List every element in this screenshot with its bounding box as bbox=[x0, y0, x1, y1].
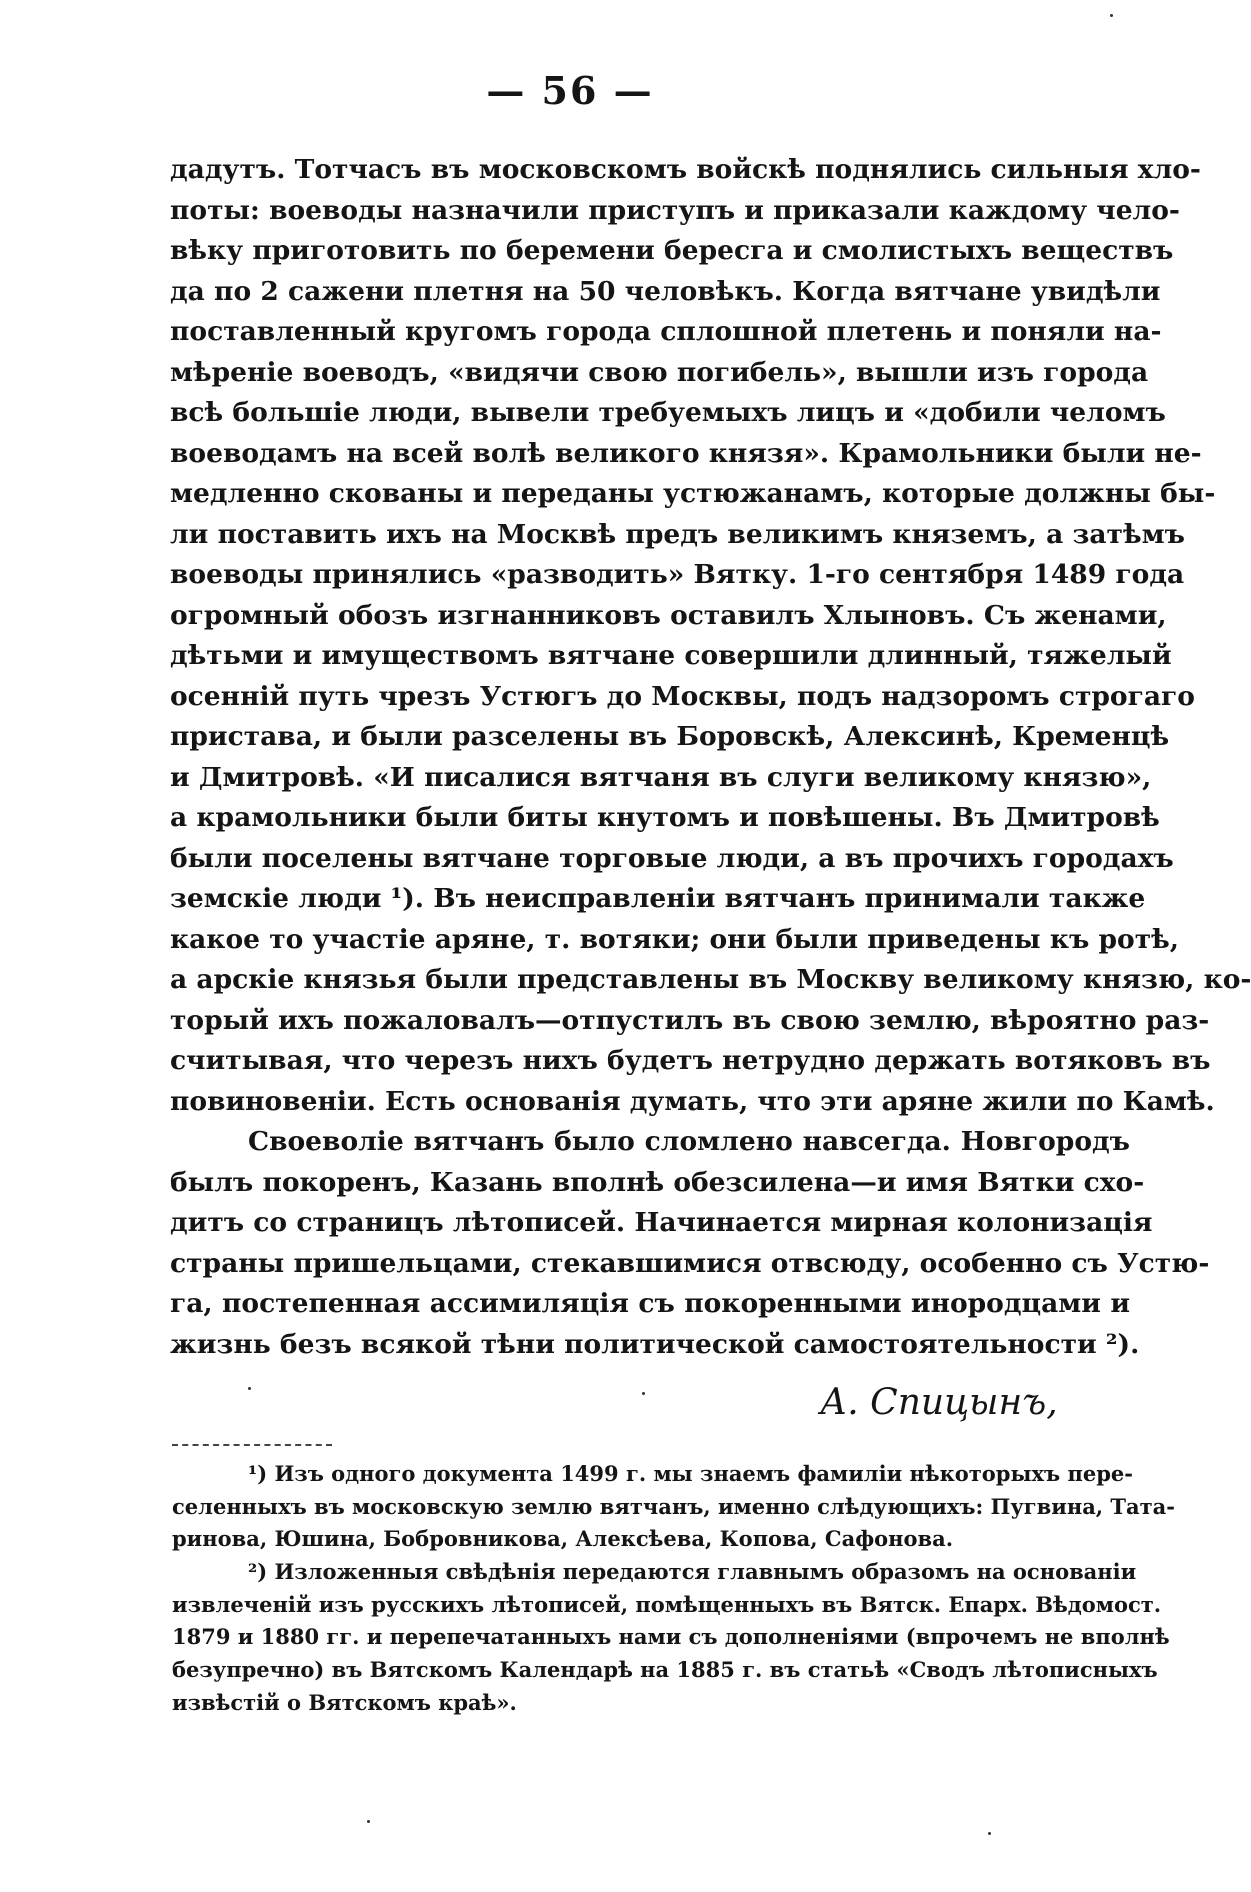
footnote-line: селенныхъ въ московскую землю вятчанъ, именно слѣдующихъ: Пугвина, Тата- bbox=[172, 1493, 1175, 1519]
text-line: и Дмитровѣ. «И писалися вятчаня въ слуги великому князю», bbox=[170, 761, 1152, 793]
footnote-line: ²) Изложенныя свѣдѣнія передаются главнымъ образомъ на основаніи bbox=[248, 1559, 1137, 1585]
text-line: поставленный кругомъ города сплошной плетень и поняли на- bbox=[170, 316, 1162, 347]
footnote-line: извлеченій изъ русскихъ лѣтописей, помѣщенныхъ въ Вятск. Епарх. Вѣдомост. bbox=[172, 1591, 1162, 1617]
footnote-line: 1879 и 1880 гг. и перепечатанныхъ нами съ дополненіями (впрочемъ не вполнѣ bbox=[172, 1624, 1170, 1650]
footnotes-block bbox=[172, 1458, 1175, 1720]
print-speck bbox=[367, 1820, 370, 1823]
text-line: дѣтьми и имуществомъ вятчане совершили длинный, тяжелый bbox=[170, 640, 1172, 671]
footnote-line: ¹) Изъ одного документа 1499 г. мы знаемъ фамиліи нѣкоторыхъ пере- bbox=[248, 1461, 1133, 1486]
text-line: ли поставить ихъ на Москвѣ предъ великимъ княземъ, а затѣмъ bbox=[170, 518, 1185, 550]
footnote-line: извѣстій о Вятскомъ краѣ». bbox=[172, 1689, 517, 1715]
text-line: а арскіе князья были представлены въ Москву великому князю, ко- bbox=[170, 964, 1251, 995]
text-line: были поселены вятчане торговые люди, а въ прочихъ городахъ bbox=[170, 842, 1174, 874]
text-line: мѣреніе воеводъ, «видячи свою погибель», вышли изъ города bbox=[170, 356, 1149, 388]
author-signature: А. Спицынъ, bbox=[820, 1382, 1058, 1423]
text-line: дитъ со страницъ лѣтописей. Начинается мирная колонизація bbox=[170, 1207, 1153, 1238]
text-line: былъ покоренъ, Казань вполнѣ обезсилена—и имя Вятки схо- bbox=[170, 1166, 1145, 1198]
text-line: дадутъ. Тотчасъ въ московскомъ войскѣ поднялись сильныя хло- bbox=[170, 154, 1201, 185]
text-line: воеводамъ на всей волѣ великого князя». Крамольники были не- bbox=[170, 437, 1202, 469]
print-speck bbox=[642, 1392, 645, 1395]
text-line: жизнь безъ всякой тѣни политической самостоятельности ²). bbox=[170, 1328, 1140, 1360]
print-speck bbox=[988, 1832, 991, 1835]
text-line: считывая, что черезъ нихъ будетъ нетрудно держать вотяковъ въ bbox=[170, 1045, 1211, 1076]
text-line: всѣ большіе люди, вывели требуемыхъ лицъ и «добили челомъ bbox=[170, 397, 1166, 428]
footnote-line: безупречно) въ Вятскомъ Календарѣ на 1885 г. въ статьѣ «Сводъ лѣтописныхъ bbox=[172, 1657, 1158, 1683]
print-speck bbox=[1110, 14, 1113, 17]
print-speck bbox=[248, 1387, 251, 1390]
text-line: повиновеніи. Есть основанія думать, что эти аряне жили по Камѣ. bbox=[170, 1085, 1215, 1117]
paragraph-start-line: Своеволіе вятчанъ было сломлено навсегда. Новгородъ bbox=[248, 1126, 1130, 1157]
footnote-line: ринова, Юшина, Бобровникова, Алексѣева, Копова, Сафонова. bbox=[172, 1526, 954, 1552]
text-line: а крамольники были биты кнутомъ и повѣшены. Въ Дмитровѣ bbox=[170, 802, 1160, 833]
text-line: какое то участіе аряне, т. вотяки; они были приведены къ ротѣ, bbox=[170, 923, 1180, 955]
text-line: торый ихъ пожаловалъ—отпустилъ въ свою землю, вѣроятно раз- bbox=[170, 1004, 1210, 1036]
footnote-separator bbox=[172, 1444, 332, 1446]
text-line: га, постепенная ассимиляція съ покоренными инородцами и bbox=[170, 1288, 1130, 1319]
page-number: — 56 — bbox=[486, 68, 654, 113]
text-line: пристава, и были разселены въ Боровскѣ, Алексинѣ, Кременцѣ bbox=[170, 721, 1170, 752]
text-line: страны пришельцами, стекавшимися отвсюду, особенно съ Устю- bbox=[170, 1247, 1210, 1279]
text-line: огромный обозъ изгнанниковъ оставилъ Хлыновъ. Съ женами, bbox=[170, 599, 1167, 631]
main-text-block bbox=[170, 150, 1251, 1365]
text-line: поты: воеводы назначили приступъ и приказали каждому чело- bbox=[170, 194, 1180, 226]
text-line: земскіе люди ¹). Въ неисправленіи вятчанъ принимали также bbox=[170, 883, 1146, 914]
text-line: да по 2 сажени плетня на 50 человѣкъ. Когда вятчане увидѣли bbox=[170, 275, 1161, 307]
text-line: воеводы принялись «разводить» Вятку. 1-го сентября 1489 года bbox=[170, 559, 1185, 590]
text-line: осенній путь чрезъ Устюгъ до Москвы, подъ надзоромъ строгаго bbox=[170, 680, 1195, 712]
text-line: медленно скованы и переданы устюжанамъ, которые должны бы- bbox=[170, 478, 1216, 509]
text-line: вѣку приготовить по беремени бересга и смолистыхъ веществъ bbox=[170, 235, 1174, 266]
